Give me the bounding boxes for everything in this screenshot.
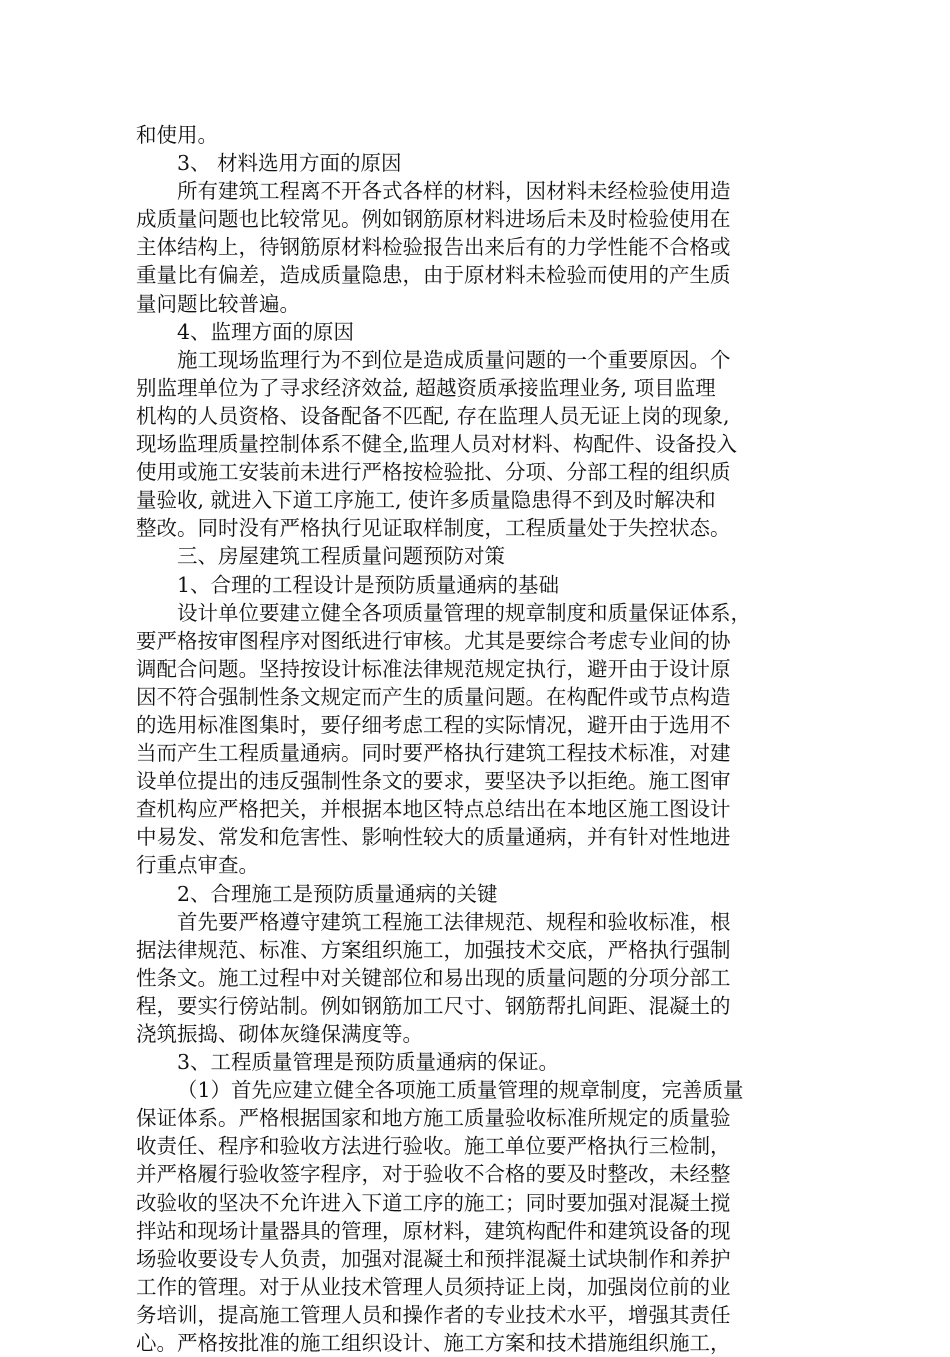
text-line: 保证体系。严格根据国家和地方施工质量验收标准所规定的质量验 — [136, 1106, 731, 1131]
text-line: 2、合理施工是预防质量通病的关键 — [177, 881, 498, 906]
document-page — [136, 121, 818, 1357]
text-line: 整改。同时没有严格执行见证取样制度，工程质量处于失控状态。 — [136, 516, 731, 541]
text-line: 重量比有偏差，造成质量隐患，由于原材料未检验而使用的产生质 — [136, 263, 731, 288]
text-line: 中易发、常发和危害性、影响性较大的质量通病，并有针对性地进 — [136, 825, 731, 850]
text-line: 要严格按审图程序对图纸进行审核。尤其是要综合考虑专业间的协 — [136, 628, 731, 653]
text-line: 3、工程质量管理是预防质量通病的保证。 — [177, 1050, 560, 1075]
text-line: 首先要严格遵守建筑工程施工法律规范、规程和验收标准，根 — [177, 909, 731, 934]
text-line: 并严格履行验收签字程序，对于验收不合格的要及时整改，未经整 — [136, 1162, 731, 1187]
text-line: 三、房屋建筑工程质量问题预防对策 — [177, 544, 505, 569]
text-line: 改验收的坚决不允许进入下道工序的施工；同时要加强对混凝土搅 — [136, 1190, 731, 1215]
text-line: 因不符合强制性条文规定而产生的质量问题。在构配件或节点构造 — [136, 684, 731, 709]
text-line: 量验收, 就进入下道工序施工, 使许多质量隐患得不到及时解决和 — [136, 488, 716, 513]
text-line: 查机构应严格把关，并根据本地区特点总结出在本地区施工图设计 — [136, 797, 731, 822]
text-line: 主体结构上，待钢筋原材料检验报告出来后有的力学性能不合格或 — [136, 235, 731, 260]
text-line: 当而产生工程质量通病。同时要严格执行建筑工程技术标准，对建 — [136, 741, 731, 766]
text-line: 心。严格按批准的施工组织设计、施工方案和技术措施组织施工， — [136, 1331, 731, 1356]
text-line: 现场监理质量控制体系不健全,监理人员对材料、构配件、设备投入 — [136, 432, 738, 457]
text-line: 工作的管理。对于从业技术管理人员须持证上岗，加强岗位前的业 — [136, 1274, 731, 1299]
text-line: 施工现场监理行为不到位是造成质量问题的一个重要原因。个 — [177, 347, 731, 372]
text-line: 量问题比较普遍。 — [136, 291, 300, 316]
text-line: 别监理单位为了寻求经济效益, 超越资质承接监理业务, 项目监理 — [136, 375, 716, 400]
text-line: 1、合理的工程设计是预防质量通病的基础 — [177, 572, 560, 597]
text-line: 设单位提出的违反强制性条文的要求，要坚决予以拒绝。施工图审 — [136, 769, 731, 794]
text-line: 的选用标准图集时，要仔细考虑工程的实际情况，避开由于选用不 — [136, 712, 731, 737]
text-line: 浇筑振捣、砌体灰缝保满度等。 — [136, 1022, 423, 1046]
text-line: 场验收要设专人负责，加强对混凝土和预拌混凝土试块制作和养护 — [136, 1246, 731, 1271]
text-line: 收责任、程序和验收方法进行验收。施工单位要严格执行三检制， — [136, 1134, 731, 1159]
text-line: 机构的人员资格、设备配备不匹配, 存在监理人员无证上岗的现象, — [136, 403, 730, 428]
text-line: 调配合问题。坚持按设计标准法律规范规定执行，避开由于设计原 — [136, 656, 731, 681]
text-line: 行重点审查。 — [136, 853, 259, 878]
text-line: 4、监理方面的原因 — [177, 319, 355, 344]
text-line: 3、 材料选用方面的原因 — [177, 151, 402, 176]
text-line: 成质量问题也比较常见。例如钢筋原材料进场后未及时检验使用在 — [136, 207, 731, 232]
text-line: 性条文。施工过程中对关键部位和易出现的质量问题的分项分部工 — [136, 965, 731, 990]
text-line: 据法律规范、标准、方案组织施工，加强技术交底，严格执行强制 — [136, 937, 731, 962]
text-line: 拌站和现场计量器具的管理，原材料，建筑构配件和建筑设备的现 — [136, 1218, 731, 1243]
text-line: 程，要实行傍站制。例如钢筋加工尺寸、钢筋帮扎间距、混凝土的 — [136, 993, 731, 1018]
text-line: 所有建筑工程离不开各式各样的材料，因材料未经检验使用造 — [177, 179, 731, 204]
text-line: 设计单位要建立健全各项质量管理的规章制度和质量保证体系， — [177, 600, 751, 625]
text-line: 务培训，提高施工管理人员和操作者的专业技术水平，增强其责任 — [136, 1302, 731, 1327]
text-line: 使用或施工安装前未进行严格按检验批、分项、分部工程的组织质 — [136, 460, 731, 485]
text-line: 和使用。 — [136, 123, 218, 147]
text-line: （1）首先应建立健全各项施工质量管理的规章制度，完善质量 — [177, 1078, 744, 1103]
